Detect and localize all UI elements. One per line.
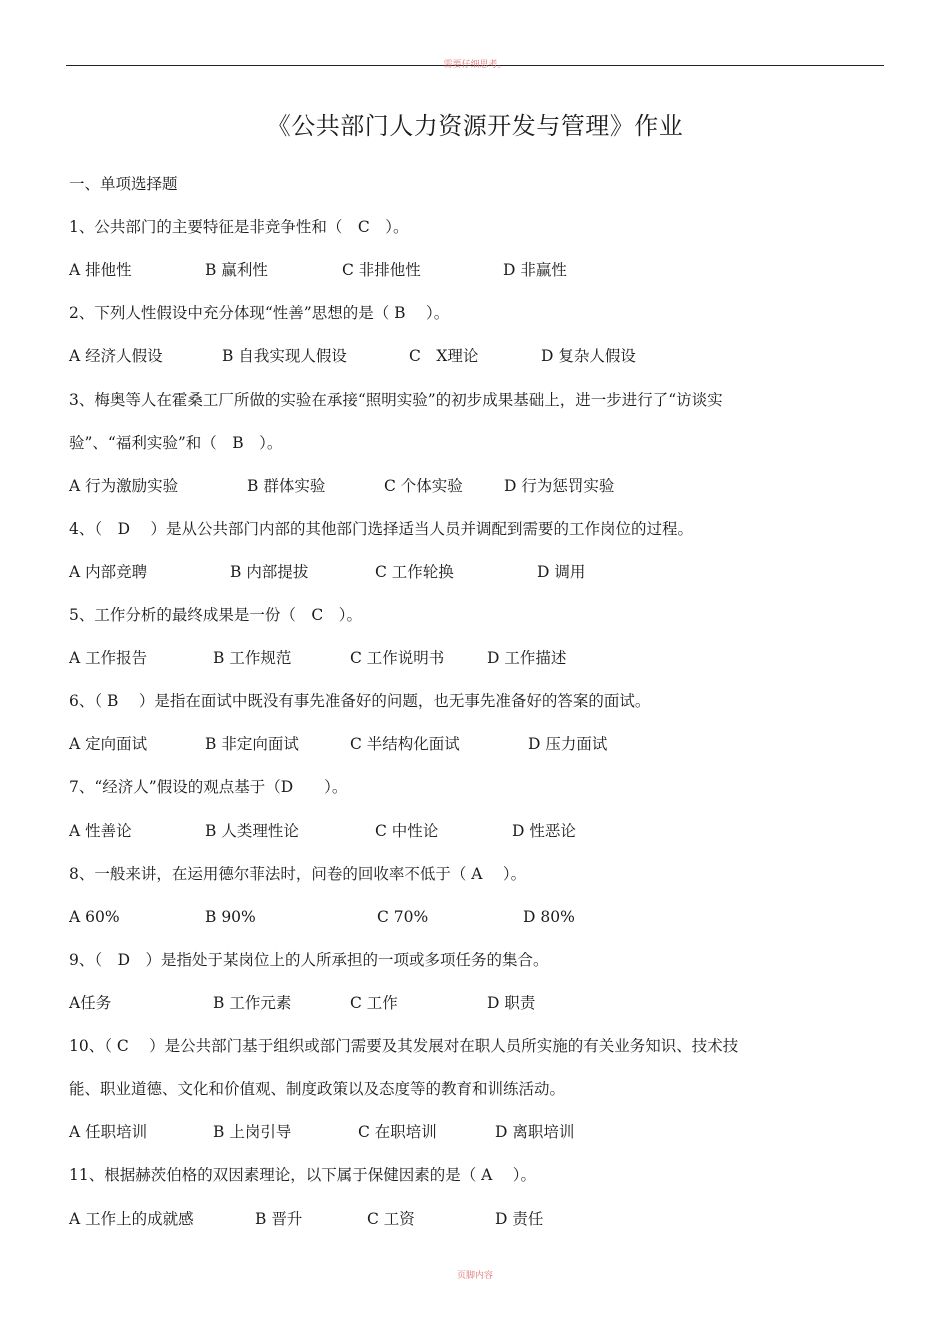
- option-c: C X理论: [409, 347, 479, 365]
- option-b: B 工作元素: [213, 994, 292, 1012]
- option-b: B 人类理性论: [205, 822, 299, 840]
- option-d: D 80%: [523, 908, 575, 926]
- option-b: B 自我实现人假设: [222, 347, 347, 365]
- header-note: 需要仔细思考。: [443, 60, 507, 70]
- option-b: B 上岗引导: [213, 1123, 292, 1141]
- option-c: C 工资: [367, 1210, 415, 1228]
- option-a: A 排他性: [69, 261, 132, 279]
- option-c: C 工作轮换: [375, 563, 454, 581]
- question-3-line-2: 验”、“福利实验”和（ B ）。: [69, 434, 283, 452]
- option-c: C 工作说明书: [350, 649, 445, 667]
- option-d: D 压力面试: [528, 735, 608, 753]
- option-a: A 定向面试: [69, 735, 148, 753]
- question-5: 5、工作分析的最终成果是一份（ C ）。: [69, 606, 362, 624]
- option-a: A任务: [69, 994, 112, 1012]
- question-10-line-2: 能、职业道德、文化和价值观、制度政策以及态度等的教育和训练活动。: [69, 1080, 566, 1098]
- option-a: A 性善论: [69, 822, 132, 840]
- question-1: 1、公共部门的主要特征是非竞争性和（ C ）。: [69, 218, 409, 236]
- option-a: A 工作上的成就感: [69, 1210, 194, 1228]
- option-d: D 工作描述: [487, 649, 567, 667]
- option-d: D 非赢性: [503, 261, 567, 279]
- question-10-line-1: 10、（ C ）是公共部门基于组织或部门需要及其发展对在职人员所实施的有关业务知识、技术技: [69, 1037, 739, 1055]
- option-b: B 非定向面试: [205, 735, 299, 753]
- option-d: D 复杂人假设: [541, 347, 636, 365]
- option-b: B 内部提拔: [230, 563, 309, 581]
- question-7: 7、“经济人”假设的观点基于（D ）。: [69, 778, 348, 796]
- option-b: B 90%: [205, 908, 256, 926]
- option-a: A 任职培训: [69, 1123, 148, 1141]
- option-d: D 离职培训: [495, 1123, 575, 1141]
- option-a: A 行为激励实验: [69, 477, 179, 495]
- option-a: A 60%: [69, 908, 120, 926]
- question-11: 11、根据赫茨伯格的双因素理论，以下属于保健因素的是（ A ）。: [69, 1166, 537, 1184]
- question-2: 2、下列人性假设中充分体现“性善”思想的是（ B ）。: [69, 304, 450, 322]
- option-d: D 性恶论: [512, 822, 576, 840]
- question-3-line-1: 3、梅奥等人在霍桑工厂所做的实验在承接“照明实验”的初步成果基础上，进一步进行了“访谈实: [69, 391, 723, 409]
- option-a: A 经济人假设: [69, 347, 163, 365]
- option-c: C 半结构化面试: [350, 735, 460, 753]
- option-c: C 个体实验: [384, 477, 463, 495]
- question-8: 8、一般来讲，在运用德尔菲法时，问卷的回收率不低于（ A ）。: [69, 865, 527, 883]
- option-d: D 调用: [537, 563, 586, 581]
- option-c: C 70%: [377, 908, 429, 926]
- document-title: 《公共部门人力资源开发与管理》作业: [266, 112, 684, 140]
- option-d: D 行为惩罚实验: [504, 477, 615, 495]
- option-b: B 工作规范: [213, 649, 292, 667]
- option-b: B 群体实验: [247, 477, 326, 495]
- option-c: C 中性论: [375, 822, 439, 840]
- section-heading: 一、单项选择题: [69, 175, 178, 193]
- question-9: 9、（ D ）是指处于某岗位上的人所承担的一项或多项任务的集合。: [69, 951, 549, 969]
- option-a: A 内部竞聘: [69, 563, 148, 581]
- page-footer: 页脚内容: [456, 1271, 493, 1281]
- option-a: A 工作报告: [69, 649, 148, 667]
- option-d: D 责任: [495, 1210, 544, 1228]
- option-c: C 非排他性: [342, 261, 421, 279]
- question-4: 4、（ D ）是从公共部门内部的其他部门选择适当人员并调配到需要的工作岗位的过程。: [69, 520, 693, 538]
- option-c: C 在职培训: [358, 1123, 437, 1141]
- option-d: D 职责: [487, 994, 536, 1012]
- option-c: C 工作: [350, 994, 398, 1012]
- option-b: B 赢利性: [205, 261, 268, 279]
- option-b: B 晋升: [255, 1210, 303, 1228]
- question-6: 6、（ B ）是指在面试中既没有事先准备好的问题，也无事先准备好的答案的面试。: [69, 692, 651, 710]
